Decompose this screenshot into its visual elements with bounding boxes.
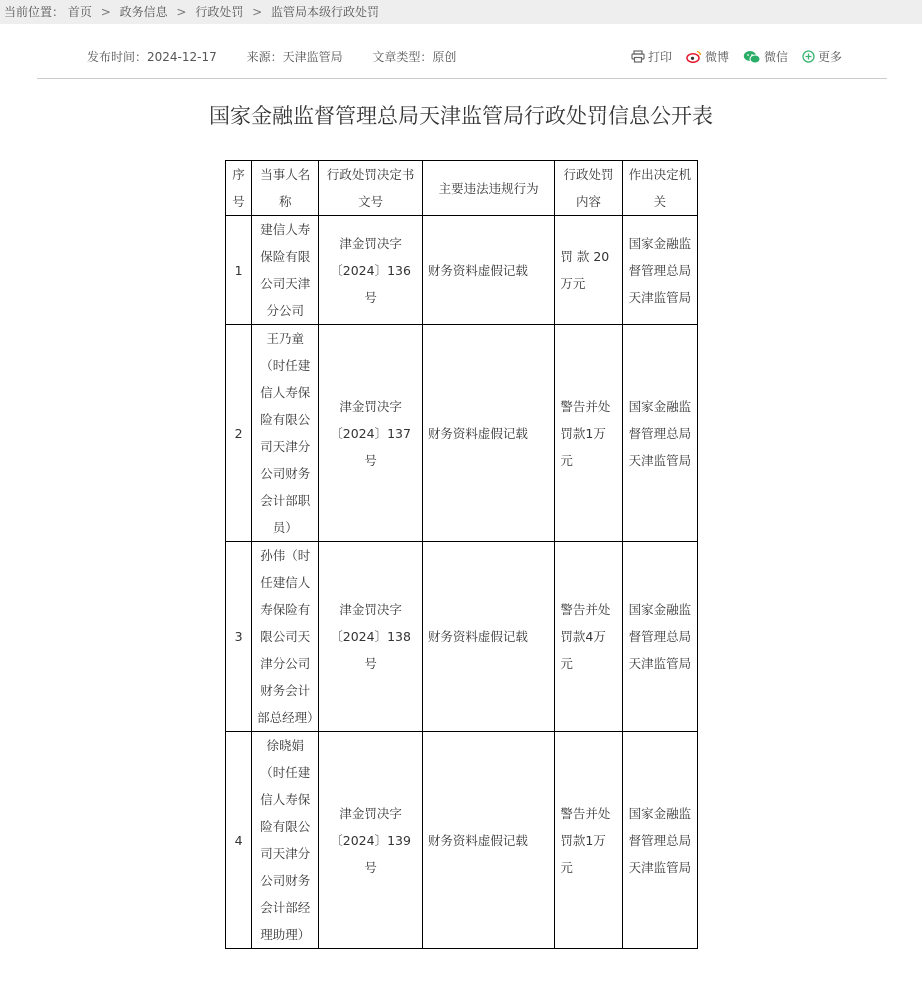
cell-party: 孙伟（时任建信人寿保险有限公司天津分公司财务会计部总经理）	[252, 542, 319, 732]
breadcrumb-separator-icon: >	[100, 5, 111, 19]
cell-doc-no: 津金罚决字〔2024〕136号	[319, 216, 422, 325]
divider	[37, 78, 887, 79]
cell-violation: 财务资料虚假记载	[422, 542, 555, 732]
breadcrumb-separator-icon: >	[252, 5, 263, 19]
breadcrumb-gov-info[interactable]: 政务信息	[119, 5, 168, 19]
cell-party: 徐晓娟（时任建信人寿保险有限公司天津分公司财务会计部经理助理）	[252, 732, 319, 949]
cell-penalty: 警告并处罚款4万元	[555, 542, 622, 732]
header-violation: 主要违法违规行为	[422, 161, 555, 216]
header-penalty: 行政处罚内容	[555, 161, 622, 216]
penalty-table	[225, 160, 698, 949]
article-meta	[87, 48, 482, 65]
print-label: 打印	[647, 50, 672, 64]
wechat-share-button[interactable]	[743, 48, 788, 65]
table-row	[226, 325, 698, 542]
table-row	[226, 732, 698, 949]
cell-party: 王乃童（时任建信人寿保险有限公司天津分公司财务会计部职员）	[252, 325, 319, 542]
wechat-icon	[743, 50, 761, 64]
weibo-label: 微博	[704, 50, 729, 64]
table-row	[226, 216, 698, 325]
cell-index: 1	[226, 216, 252, 325]
cell-doc-no: 津金罚决字〔2024〕137号	[319, 325, 422, 542]
cell-index: 2	[226, 325, 252, 542]
breadcrumb	[0, 0, 922, 24]
page-title: 国家金融监督管理总局天津监管局行政处罚信息公开表	[209, 104, 713, 128]
cell-authority: 国家金融监督管理总局天津监管局	[622, 542, 697, 732]
header-authority: 作出决定机关	[622, 161, 697, 216]
cell-authority: 国家金融监督管理总局天津监管局	[622, 216, 697, 325]
cell-penalty: 罚 款 20 万元	[555, 216, 622, 325]
header-doc-no: 行政处罚决定书文号	[319, 161, 422, 216]
cell-index: 4	[226, 732, 252, 949]
table-header-row	[226, 161, 698, 216]
header-party: 当事人名称	[252, 161, 319, 216]
more-share-button[interactable]	[802, 48, 842, 65]
article-source: 来源：天津监管局	[246, 50, 343, 64]
breadcrumb-label: 当前位置：	[4, 5, 65, 19]
share-bar	[617, 48, 842, 65]
print-icon	[631, 50, 645, 63]
article-type: 文章类型：原创	[372, 50, 457, 64]
weibo-icon	[686, 50, 702, 63]
table-row	[226, 542, 698, 732]
breadcrumb-admin-penalty[interactable]: 行政处罚	[195, 5, 244, 19]
cell-doc-no: 津金罚决字〔2024〕139号	[319, 732, 422, 949]
cell-authority: 国家金融监督管理总局天津监管局	[622, 732, 697, 949]
cell-penalty: 警告并处罚款1万元	[555, 325, 622, 542]
breadcrumb-local-penalty[interactable]: 监管局本级行政处罚	[271, 5, 380, 19]
breadcrumb-separator-icon: >	[176, 5, 187, 19]
breadcrumb-home[interactable]: 首页	[67, 5, 92, 19]
wechat-label: 微信	[763, 50, 788, 64]
cell-violation: 财务资料虚假记载	[422, 325, 555, 542]
cell-party: 建信人寿保险有限公司天津分公司	[252, 216, 319, 325]
weibo-share-button[interactable]	[686, 48, 729, 65]
cell-penalty: 警告并处罚款1万元	[555, 732, 622, 949]
more-label: 更多	[817, 50, 842, 64]
cell-index: 3	[226, 542, 252, 732]
publish-time: 发布时间：2024-12-17	[87, 50, 217, 64]
cell-doc-no: 津金罚决字〔2024〕138号	[319, 542, 422, 732]
print-button[interactable]	[631, 48, 672, 65]
plus-circle-icon	[802, 50, 815, 63]
cell-violation: 财务资料虚假记载	[422, 216, 555, 325]
cell-violation: 财务资料虚假记载	[422, 732, 555, 949]
header-index: 序号	[226, 161, 252, 216]
cell-authority: 国家金融监督管理总局天津监管局	[622, 325, 697, 542]
